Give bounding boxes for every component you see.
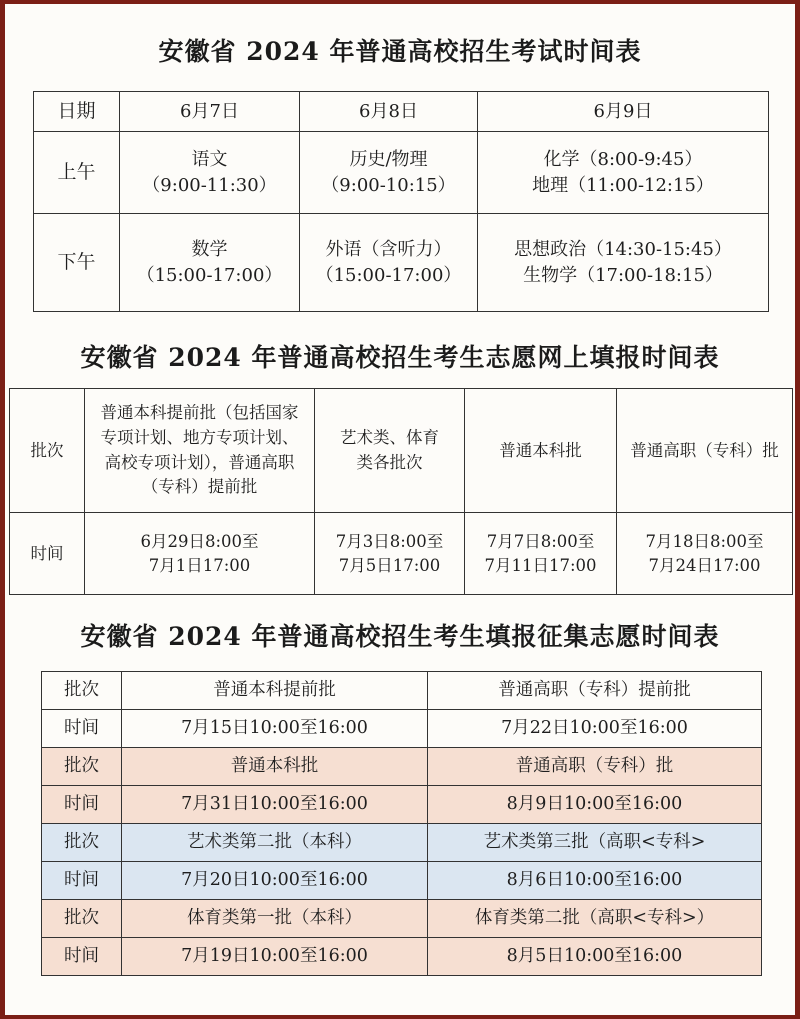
supplementary-row	[42, 710, 762, 748]
application-time	[465, 513, 617, 595]
supplementary-row	[42, 748, 762, 786]
exam-morning-row	[34, 132, 769, 214]
application-time-end: 7月1日17:00	[148, 555, 251, 575]
exam-time: （15:00-17:00）	[315, 264, 462, 286]
supplementary-row-label: 批次	[42, 672, 122, 710]
supplementary-cell-right: 8月6日10:00至16:00	[428, 862, 762, 900]
exam-header-day: 6月7日	[120, 92, 300, 132]
exam-subject: 语文	[191, 149, 228, 171]
supplementary-row-label: 时间	[42, 786, 122, 824]
supplementary-row	[42, 824, 762, 862]
exam-subject: 数学	[191, 239, 228, 261]
exam-header-row	[34, 92, 769, 132]
exam-subject: 化学（8:00-9:45）	[543, 149, 703, 171]
exam-subject: 地理（11:00-12:15）	[532, 174, 714, 196]
application-schedule-title: 安徽省 2024 年普通高校招生考生志愿网上填报时间表	[80, 343, 720, 372]
supplementary-cell-right: 体育类第二批（高职<专科>）	[428, 900, 762, 938]
supplementary-row-label: 时间	[42, 710, 122, 748]
supplementary-row	[42, 786, 762, 824]
exam-header-date: 日期	[34, 92, 120, 132]
supplementary-row-label: 批次	[42, 748, 122, 786]
supplementary-row-label: 批次	[42, 900, 122, 938]
supplementary-row	[42, 862, 762, 900]
exam-afternoon-row	[34, 214, 769, 312]
application-batch: 普通本科批	[465, 389, 617, 513]
exam-cell	[120, 132, 300, 214]
exam-time: （9:00-10:15）	[321, 174, 456, 196]
application-batch: 普通本科提前批（包括国家专项计划、地方专项计划、高校专项计划），普通高职（专科）提前批	[85, 389, 315, 513]
application-time-label: 时间	[10, 513, 85, 595]
supplementary-cell-right: 8月9日10:00至16:00	[428, 786, 762, 824]
application-time-start: 7月18日8:00至	[645, 532, 764, 552]
document-page	[5, 4, 795, 1015]
supplementary-cell-right: 艺术类第三批（高职<专科>	[428, 824, 762, 862]
supplementary-row-label: 时间	[42, 862, 122, 900]
exam-schedule-table	[33, 91, 769, 312]
supplementary-cell-right: 7月22日10:00至16:00	[428, 710, 762, 748]
application-time-end: 7月5日17:00	[338, 555, 441, 575]
application-time	[315, 513, 465, 595]
application-time	[617, 513, 793, 595]
supplementary-cell-right: 普通高职（专科）提前批	[428, 672, 762, 710]
supplementary-row	[42, 672, 762, 710]
exam-cell	[120, 214, 300, 312]
exam-cell	[478, 214, 769, 312]
exam-header-day: 6月8日	[300, 92, 478, 132]
exam-subject: 历史/物理	[349, 149, 428, 171]
application-time-start: 7月3日8:00至	[335, 532, 444, 552]
application-time-end: 7月24日17:00	[648, 555, 761, 575]
exam-cell	[300, 214, 478, 312]
supplementary-cell-left: 7月15日10:00至16:00	[122, 710, 428, 748]
exam-header-day: 6月9日	[478, 92, 769, 132]
application-time-end: 7月11日17:00	[484, 555, 597, 575]
exam-subject: 外语（含听力）	[325, 239, 452, 261]
exam-cell	[478, 132, 769, 214]
application-batch: 普通高职（专科）批	[617, 389, 793, 513]
exam-time: （15:00-17:00）	[136, 264, 283, 286]
application-time-start: 7月7日8:00至	[486, 532, 595, 552]
application-schedule-table	[9, 388, 793, 595]
exam-time: （9:00-11:30）	[142, 174, 277, 196]
application-time-start: 6月29日8:00至	[140, 532, 259, 552]
application-batch: 艺术类、体育类各批次	[315, 389, 465, 513]
exam-afternoon-label: 下午	[34, 214, 120, 312]
supplementary-cell-left: 7月20日10:00至16:00	[122, 862, 428, 900]
supplementary-cell-right: 普通高职（专科）批	[428, 748, 762, 786]
supplementary-cell-left: 体育类第一批（本科）	[122, 900, 428, 938]
supplementary-schedule-title: 安徽省 2024 年普通高校招生考生填报征集志愿时间表	[80, 622, 720, 651]
application-batch-row	[10, 389, 793, 513]
application-time	[85, 513, 315, 595]
exam-subject: 生物学（17:00-18:15）	[523, 264, 723, 286]
supplementary-cell-left: 7月19日10:00至16:00	[122, 938, 428, 976]
supplementary-row	[42, 900, 762, 938]
supplementary-cell-left: 7月31日10:00至16:00	[122, 786, 428, 824]
exam-subject: 思想政治（14:30-15:45）	[514, 239, 732, 261]
supplementary-row	[42, 938, 762, 976]
supplementary-row-label: 时间	[42, 938, 122, 976]
exam-cell	[300, 132, 478, 214]
exam-morning-label: 上午	[34, 132, 120, 214]
supplementary-cell-right: 8月5日10:00至16:00	[428, 938, 762, 976]
supplementary-schedule-table	[41, 671, 762, 976]
application-batch-label: 批次	[10, 389, 85, 513]
exam-schedule-title: 安徽省 2024 年普通高校招生考试时间表	[158, 37, 642, 66]
supplementary-cell-left: 普通本科提前批	[122, 672, 428, 710]
supplementary-cell-left: 普通本科批	[122, 748, 428, 786]
supplementary-row-label: 批次	[42, 824, 122, 862]
supplementary-cell-left: 艺术类第二批（本科）	[122, 824, 428, 862]
application-time-row	[10, 513, 793, 595]
